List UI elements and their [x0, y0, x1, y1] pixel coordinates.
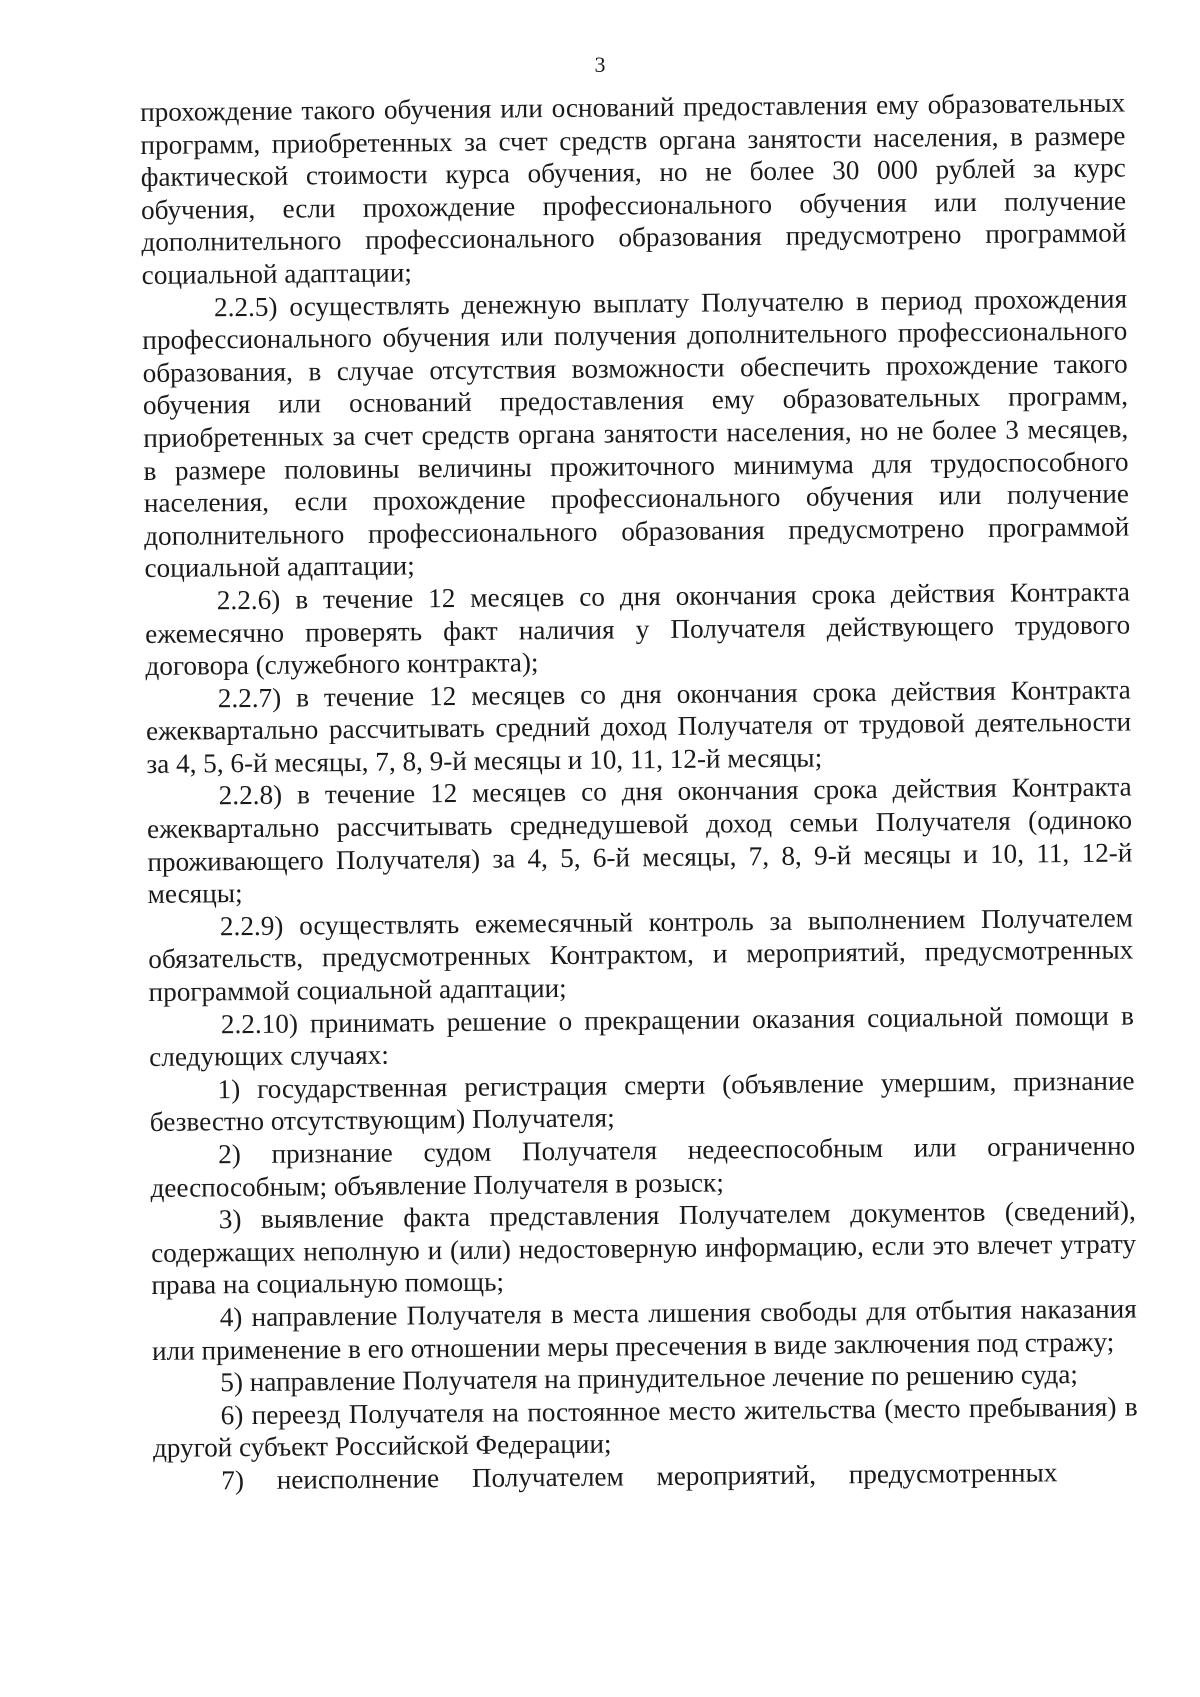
paragraph-2-2-5: 2.2.5) осуществлять денежную выплату Получателю в период прохождения профессионального обучения или получения дополнительного профессионального образования, в случае отсутствия возможности обеспечить прохождение такого обучения или оснований предоставления ему образовательных программ, приобретенных за счет средств органа занятости населения, но не более 3 месяцев, в размере половины величины прожиточного минимума для трудоспособного населения, если прохождение профессионального обучения или получение дополнительного профессионального образования предусмотрено программой социальной адаптации; — [142, 283, 1130, 584]
paragraph-continuation: прохождение такого обучения или оснований предоставления ему образовательных программ, приобретенных за счет средств органа занятости населения, в размере фактической стоимости курса обучения, но не более 30 000 рублей за курс обучения, если прохождение профессионального обучения или получение дополнительного профессионального образования предусмотрено программой социальной адаптации; — [140, 87, 1127, 290]
list-item-7: 7) неисполнение Получателем мероприятий, предусмотренных — [221, 1457, 1058, 1496]
paragraph-2-2-8: 2.2.8) в течение 12 месяцев со дня окончания срока действия Контракта ежеквартально рассчитывать среднедушевой доход семьи Получателя (одиноко проживающего Получателя) за 4, 5, 6-й месяцы, 7, 8, 9-й месяцы и 10, 11, 12-й месяцы; — [146, 771, 1133, 910]
list-item-5: 5) направление Получателя на принудительное лечение по решению суда; — [220, 1359, 1079, 1398]
list-item-2: 2) признание судом Получателя недееспособным или ограниченно дееспособным; объявление Получателя в розыск; — [150, 1130, 1136, 1203]
paragraph-2-2-6: 2.2.6) в течение 12 месяцев со дня окончания срока действия Контракта ежемесячно проверять факт наличия у Получателя действующего трудового договора (служебного контракта); — [145, 576, 1131, 682]
document-body — [140, 87, 1138, 1498]
paragraph-2-2-7: 2.2.7) в течение 12 месяцев со дня окончания срока действия Контракта ежеквартально рассчитывать средний доход Получателя от трудовой деятельности за 4, 5, 6-й месяцы, 7, 8, 9-й месяцы и 10, 11, 12-й месяцы; — [145, 674, 1132, 779]
list-item-6: 6) переезд Получателя на постоянное место жительства (место пребывания) в другой субъект Российской Федерации; — [152, 1391, 1138, 1464]
page-number: 3 — [594, 52, 606, 77]
paragraph-2-2-9: 2.2.9) осуществлять ежемесячный контроль за выполнением Получателем обязательств, предусмотренных Контрактом, и мероприятий, предусмотренных программой социальной адаптации; — [148, 902, 1134, 1007]
list-item-3: 3) выявление факта представления Получателем документов (сведений), содержащих неполную и (или) недостоверную информацию, если это влечет утрату права на социальную помощь; — [150, 1195, 1137, 1301]
paragraph-2-2-10: 2.2.10) принимать решение о прекращении оказания социальной помощи в следующих случаях: — [149, 1000, 1135, 1073]
list-item-4: 4) направление Получателя в места лишения свободы для отбытия наказания или применение в его отношении меры пресечения в виде заключения под стражу; — [151, 1293, 1137, 1366]
list-item-1: 1) государственная регистрация смерти (объявление умершим, признание безвестно отсутствующим) Получателя; — [149, 1065, 1135, 1138]
